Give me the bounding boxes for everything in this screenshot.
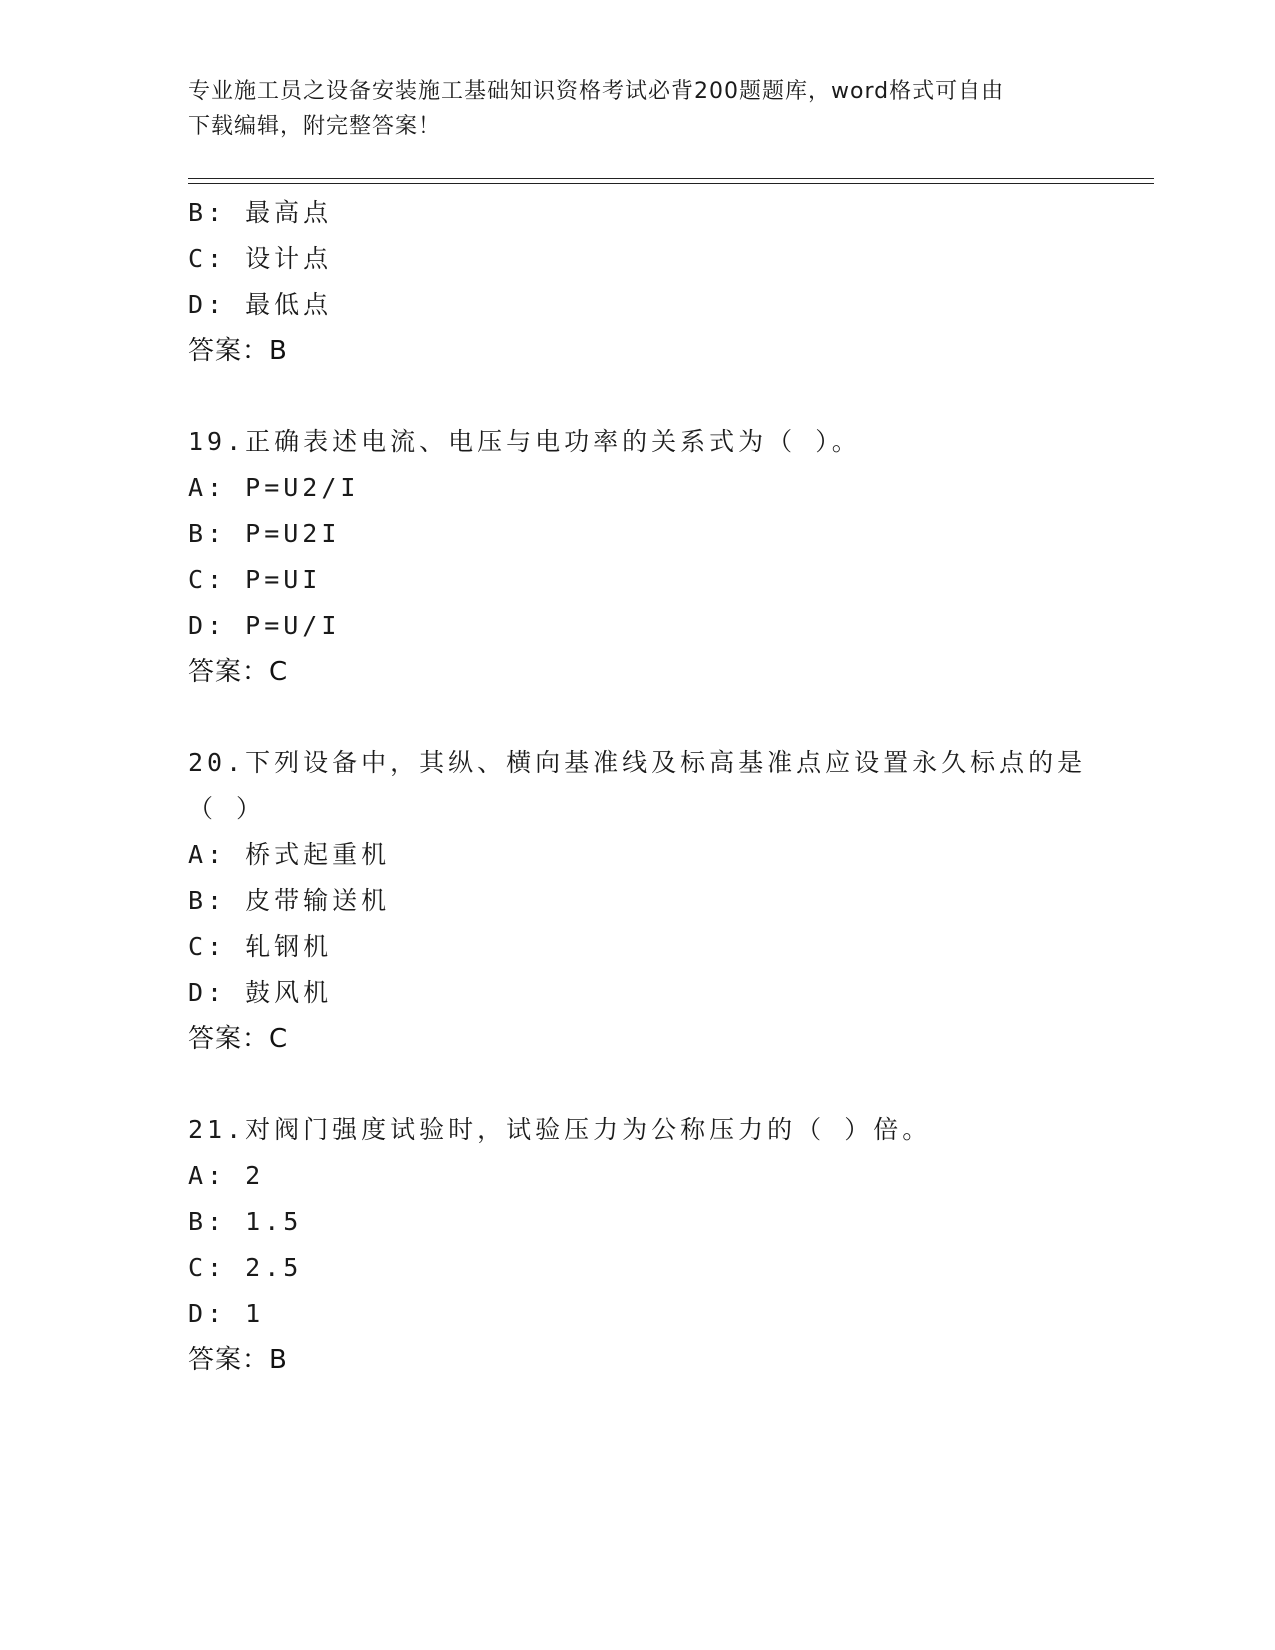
answer-line: 答案：C <box>188 657 289 687</box>
answer-line: 答案：B <box>188 336 288 366</box>
option-d: D: 鼓风机 <box>188 978 333 1007</box>
header-line-2: 下载编辑，附完整答案！ <box>188 114 442 139</box>
question-text: 20.下列设备中，其纵、横向基准线及标高基准点应设置永久标点的是 <box>188 748 1087 777</box>
question-18-tail <box>188 190 1148 374</box>
question-text-continued: （ ） <box>188 794 266 823</box>
header-line-1: 专业施工员之设备安装施工基础知识资格考试必背200题题库，word格式可自由 <box>188 79 1005 104</box>
spacer <box>188 374 1148 419</box>
question-text: 21.对阀门强度试验时，试验压力为公称压力的（ ）倍。 <box>188 1115 932 1144</box>
question-19 <box>188 419 1148 695</box>
option-d: D: 最低点 <box>188 290 333 319</box>
question-text: 19.正确表述电流、电压与电功率的关系式为（ ）。 <box>188 427 861 456</box>
answer-line: 答案：C <box>188 1024 289 1054</box>
option-a: A: P=U2/I <box>188 473 360 502</box>
option-d: D: 1 <box>188 1299 265 1328</box>
option-d: D: P=U/I <box>188 611 341 640</box>
option-c: C: 2.5 <box>188 1253 303 1282</box>
spacer <box>188 1062 1148 1107</box>
option-b: B: 皮带输送机 <box>188 886 391 915</box>
question-21 <box>188 1107 1148 1383</box>
spacer <box>188 695 1148 740</box>
answer-line: 答案：B <box>188 1345 288 1375</box>
option-a: A: 桥式起重机 <box>188 840 391 869</box>
option-c: C: 轧钢机 <box>188 932 333 961</box>
option-b: B: P=U2I <box>188 519 341 548</box>
option-b: B: 最高点 <box>188 198 333 227</box>
header-rule-bottom <box>188 183 1154 184</box>
document-header <box>188 74 1088 144</box>
question-20 <box>188 740 1148 1062</box>
option-c: C: P=UI <box>188 565 322 594</box>
option-b: B: 1.5 <box>188 1207 303 1236</box>
header-rule-top <box>188 178 1154 179</box>
option-c: C: 设计点 <box>188 244 333 273</box>
option-a: A: 2 <box>188 1161 265 1190</box>
question-list <box>188 190 1148 1383</box>
